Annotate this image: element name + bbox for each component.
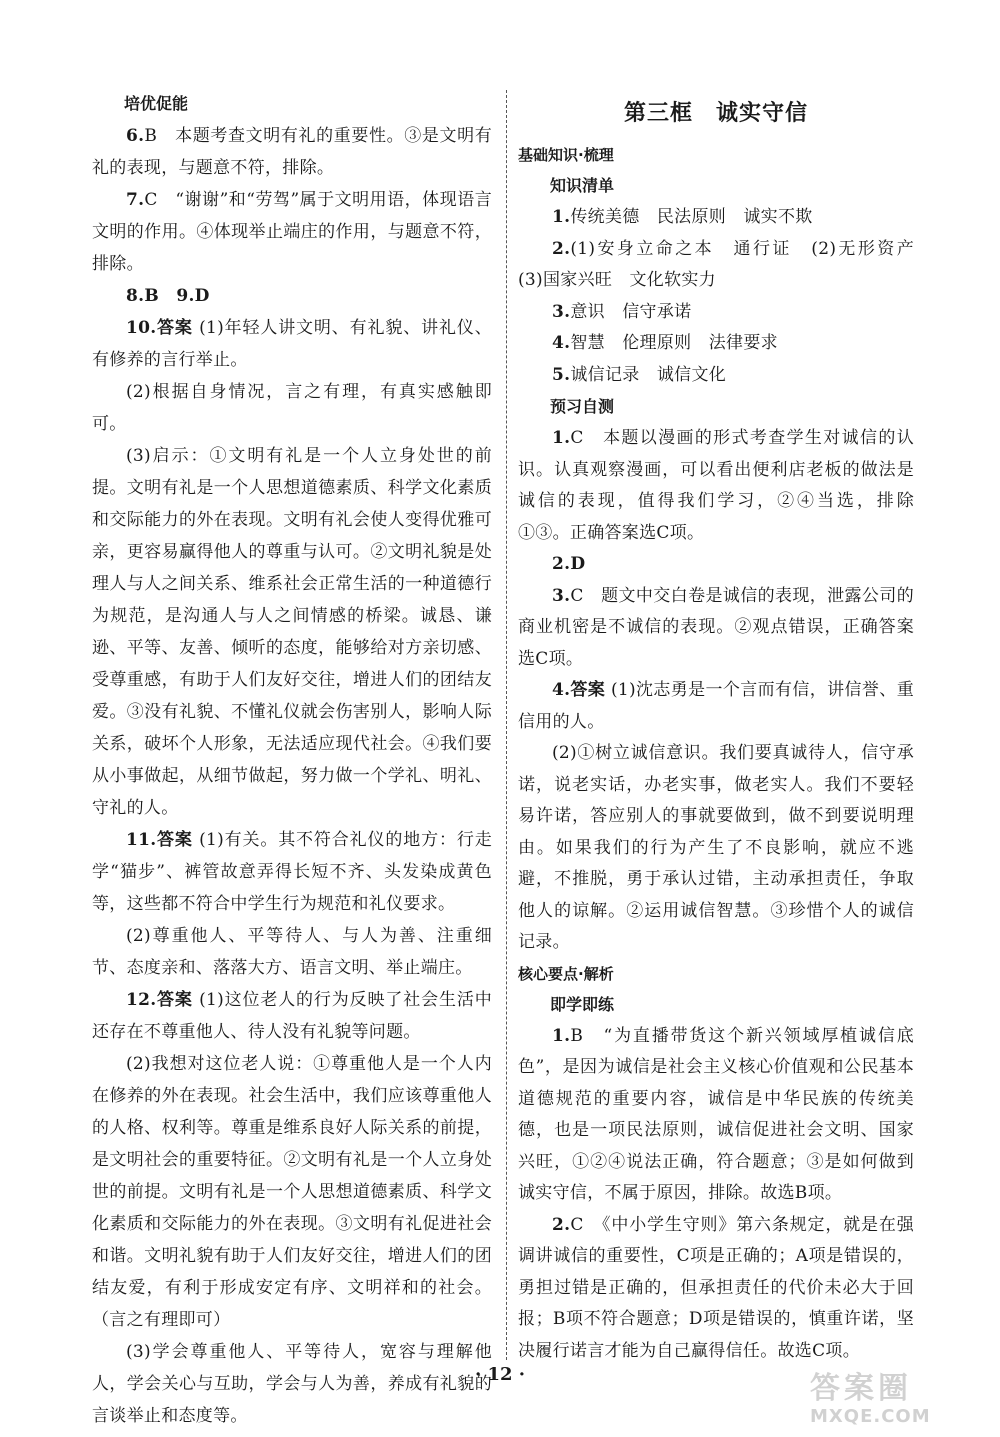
knowledge-5-text: 诚信记录 诚信文化 xyxy=(570,364,727,385)
answer-11-num: 11. xyxy=(126,830,157,850)
section-heading-peiyou: 培优促能 xyxy=(124,94,189,113)
knowledge-3 xyxy=(518,297,914,329)
answer-7-num: 7. xyxy=(126,190,145,210)
answer-12-label: 答案 xyxy=(156,990,193,1010)
knowledge-2-num: 2. xyxy=(552,238,571,259)
lesson-title: 第三框 诚实守信 xyxy=(623,101,808,126)
practice-1-text: B “为直播带货这个新兴领域厚植诚信底色”，是因为诚信是社会主义核心价值观和公民基本道德规范的重要内容，诚信是中华民族的传统美德，也是一项民法原则，诚信促进社会文明、国家兴旺，①②④说法正确，符合题意；③是如何做到诚实守信，不属于原因，排除。故选B项。 xyxy=(518,1025,914,1203)
subsection-preview-test: 预习自测 xyxy=(550,397,615,416)
practice-2 xyxy=(518,1210,914,1368)
knowledge-3-num: 3. xyxy=(552,301,571,322)
answer-10-num: 10. xyxy=(126,318,157,338)
answer-11-p1 xyxy=(92,824,492,920)
left-column xyxy=(92,88,492,1432)
preview-2: 2.D xyxy=(552,554,586,574)
knowledge-4 xyxy=(518,328,914,360)
practice-1-num: 1. xyxy=(552,1025,571,1046)
preview-4-num: 4. xyxy=(552,680,571,700)
answer-11-p2: (2)尊重他人、平等待人、与人为善、注重细节、态度亲和、落落大方、语言文明、举止端庄。 xyxy=(92,926,492,978)
right-column xyxy=(518,88,932,1367)
answer-12-p3: (3)学会尊重他人、平等待人，宽容与理解他人，学会关心与互助，学会与人为善，养成有礼貌的言谈举止和态度等。 xyxy=(92,1342,492,1426)
watermark-logo xyxy=(810,1372,960,1428)
answer-7-text: C “谢谢”和“劳驾”属于文明用语，体现语言文明的作用。④体现举止端庄的作用，与题意不符，排除。 xyxy=(92,190,492,274)
subsection-practice: 即学即练 xyxy=(550,994,615,1014)
preview-1 xyxy=(518,423,914,549)
knowledge-5-num: 5. xyxy=(552,364,571,385)
knowledge-4-num: 4. xyxy=(552,333,571,353)
answer-12-num: 12. xyxy=(126,990,157,1010)
answer-8-9: 8.B 9.D xyxy=(126,286,210,306)
subsection-knowledge-list: 知识清单 xyxy=(550,176,615,195)
answer-10-p2: (2)根据自身情况，言之有理，有真实感触即可。 xyxy=(92,382,492,434)
preview-4-label: 答案 xyxy=(570,680,606,700)
answer-10-p3: (3)启示：①文明有礼是一个人立身处世的前提。文明有礼是一个人思想道德素质、科学文化素质和交际能力的外在表现。文明有礼会使人变得优雅可亲，更容易赢得他人的尊重与认可。②文明礼貌是处理人与人之间关系、维系社会正常生活的一种道德行为规范，是沟通人与人之间情感的桥梁。诚恳、谦逊、平等、友善、倾听的态度，能够给对方亲切感、受尊重感，有助于人们友好交往，增进人们的团结友爱。③没有礼貌、不懂礼仪就会伤害别人，影响人际关系，破坏个人形象，无法适应现代社会。④我们要从小事做起，从细节做起，努力做一个学礼、明礼、守礼的人。 xyxy=(92,446,492,818)
preview-4-p2: (2)①树立诚信意识。我们要真诚待人，信守承诺，说老实话，办老实事，做老实人。我们不要轻易许诺，答应别人的事就要做到，做不到要说明理由。如果我们的行为产生了不良影响，就应不逃避，不推脱，勇于承认过错，主动承担责任，争取他人的谅解。②运用诚信智慧。③珍惜个人的诚信记录。 xyxy=(518,743,914,952)
knowledge-1-text: 传统美德 民法原则 诚实不欺 xyxy=(570,207,813,227)
answer-11-label: 答案 xyxy=(156,830,193,850)
preview-3-num: 3. xyxy=(552,585,571,606)
answer-12-p2: (2)我想对这位老人说：①尊重他人是一个人内在修养的外在表现。社会生活中，我们应该尊重他人的人格、权利等。尊重是维系良好人际关系的前提，是文明社会的重要特征。②文明有礼是一个人立身处世的前提。文明有礼是一个人思想道德素质、科学文化素质和交际能力的外在表现。③文明有礼促进社会和谐。文明礼貌有助于人们友好交往，增进人们的团结友爱，有利于形成安定有序、文明祥和的社会。（言之有理即可） xyxy=(92,1054,492,1330)
knowledge-2-text: (1)安身立命之本 通行证 (2)无形资产 (3)国家兴旺 文化软实力 xyxy=(518,238,932,290)
answer-6 xyxy=(92,120,492,184)
column-divider xyxy=(506,90,507,1360)
preview-1-text: C 本题以漫画的形式考查学生对诚信的认识。认真观察漫画，可以看出便利店老板的做法是诚信的表现，值得我们学习，②④当选，排除①③。正确答案选C项。 xyxy=(518,428,914,543)
preview-4-p1-text: (1)沈志勇是一个言而有信，讲信誉、重信用的人。 xyxy=(518,680,914,732)
knowledge-5 xyxy=(518,360,914,392)
answer-11-p1-text: (1)有关。其不符合礼仪的地方：行走学“猫步”、裤管故意弄得长短不齐、头发染成黄色等，这些都不符合中学生行为规范和礼仪要求。 xyxy=(92,830,492,914)
answer-7 xyxy=(92,184,492,280)
knowledge-1 xyxy=(518,202,914,234)
answer-10-label: 答案 xyxy=(156,318,193,338)
preview-1-num: 1. xyxy=(552,428,571,448)
knowledge-1-num: 1. xyxy=(552,207,571,227)
preview-3-text: C 题文中交白卷是诚信的表现，泄露公司的商业机密是不诚信的表现。②观点错误，正确答案选C项。 xyxy=(518,585,914,669)
preview-4-p1 xyxy=(518,675,914,738)
answer-12-p1 xyxy=(92,984,492,1048)
practice-1 xyxy=(518,1021,914,1210)
page-number: · 12 · xyxy=(474,1364,526,1385)
practice-2-num: 2. xyxy=(552,1214,571,1235)
answer-10-p1 xyxy=(92,312,492,376)
answer-12-p1-text: (1)这位老人的行为反映了社会生活中还存在不尊重他人、待人没有礼貌等问题。 xyxy=(92,990,492,1042)
answer-10-p1-text: (1)年轻人讲文明、有礼貌、讲礼仪、有修养的言行举止。 xyxy=(92,318,492,370)
answer-6-text: B 本题考查文明有礼的重要性。③是文明有礼的表现，与题意不符，排除。 xyxy=(92,126,492,178)
knowledge-2 xyxy=(518,234,932,297)
knowledge-3-text: 意识 信守承诺 xyxy=(570,301,692,322)
practice-2-text: C 《中小学生守则》第六条规定，就是在强调讲诚信的重要性，C项是正确的；A项是错误的，勇担过错是正确的，但承担责任的代价未必大于回报；B项不符合题意；D项是错误的，慎重许诺，坚决履行诺言才能为自己赢得信任。故选C项。 xyxy=(518,1214,914,1361)
knowledge-4-text: 智慧 伦理原则 法律要求 xyxy=(570,333,778,353)
answer-6-num: 6. xyxy=(126,126,145,146)
watermark-line1: 答案圈 xyxy=(810,1371,912,1406)
preview-3 xyxy=(518,581,914,676)
section-core-points: 核心要点·解析 xyxy=(518,964,614,983)
watermark-line2: MXQE.COM xyxy=(810,1406,931,1427)
section-basic-knowledge: 基础知识·梳理 xyxy=(518,146,614,164)
